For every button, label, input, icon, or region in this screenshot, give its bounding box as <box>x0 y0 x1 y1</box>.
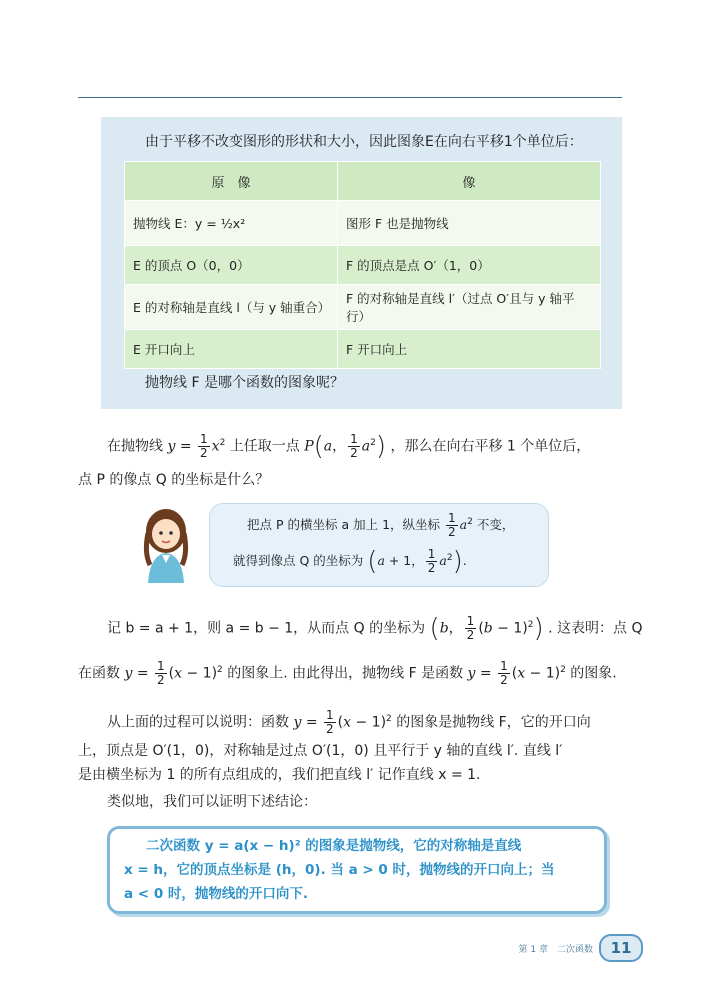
page-footer <box>519 934 643 962</box>
table-cell: E 的顶点 O（0，0） <box>125 246 338 285</box>
conclusion-line-2: x = h，它的顶点坐标是 (h，0). 当 a > 0 时，抛物线的开口向上；当 <box>124 862 555 878</box>
fraction: $\frac{1}{2}$ <box>448 511 456 539</box>
paragraph-3-line-3: 是由横坐标为 1 的所有点组成的，我们把直线 l′ 记作直线 x = 1. <box>78 767 481 783</box>
box-intro: 由于平移不改变图形的形状和大小，因此图象E在向右平移1个单位后： <box>145 134 583 150</box>
table-cell: F 的顶点是点 O′（1，0） <box>338 246 601 285</box>
conclusion-line-3: a < 0 时，抛物线的开口向下. <box>124 886 309 902</box>
chapter-label: 第 1 章 二次函数 <box>518 944 593 955</box>
page-number: 11 <box>599 934 643 962</box>
bubble-line-1: 把点 P 的横坐标 a 加上 1，纵坐标 $\frac{1}{2}$ $a^2$ 不变， <box>247 511 515 539</box>
conclusion-line-1: 二次函数 y = a(x − h)² 的图象是抛物线，它的对称轴是直线 <box>146 838 522 854</box>
box-question: 抛物线 F 是哪个函数的图象呢？ <box>145 375 344 391</box>
text: 上任取一点 <box>229 438 300 455</box>
text: 在函数 <box>78 665 120 682</box>
fraction: $\frac{1}{2}$ <box>157 659 165 688</box>
paragraph-2-line-1: 记 b = a + 1，则 a = b − 1，从而点 Q 的坐标为 (b， $\frac{1}{2}$ $(b - 1)^2$) . 这表明：点 Q <box>107 613 643 644</box>
table-cell: E 开口向上 <box>125 330 338 369</box>
paragraph-1-line-1: 在抛物线 y = $\frac{1}{2}$ $x^2$ 上任取一点 P(a， $\frac{1}{2}$ $a^2$) ，那么在向右平移 1 个单位后， <box>107 431 591 462</box>
table-cell: 抛物线 E：y = ½x² <box>125 201 338 246</box>
comparison-table <box>124 161 601 369</box>
bubble-line-2: 就得到像点 Q 的坐标为 (a + 1， $\frac{1}{2}$ $a^2$). <box>233 546 467 577</box>
table-header-original: 原 像 <box>125 162 338 201</box>
header-rule <box>78 97 622 98</box>
table-cell: F 的对称轴是直线 l′（过点 O′且与 y 轴平行） <box>338 285 601 330</box>
fraction: $\frac{1}{2}$ <box>466 614 475 643</box>
text: 在抛物线 <box>107 438 163 455</box>
paragraph-3-line-4: 类似地，我们可以证明下述结论： <box>107 794 317 810</box>
paragraph-3-line-1: 从上面的过程可以说明：函数 y = $\frac{1}{2}$ $(x - 1)^2$ 的图象是抛物线 F，它的开口向 <box>107 708 591 737</box>
text: . 这表明：点 Q <box>548 620 643 637</box>
paragraph-1-line-2: 点 P 的像点 Q 的坐标是什么？ <box>78 472 270 488</box>
table-row <box>125 330 601 369</box>
table-cell: 图形 F 也是抛物线 <box>338 201 601 246</box>
text: 的图象. <box>570 665 617 682</box>
fraction: $\frac{1}{2}$ <box>200 432 208 461</box>
table-header-image: 像 <box>338 162 601 201</box>
fraction: $\frac{1}{2}$ <box>326 708 334 737</box>
text: 不变， <box>476 517 515 532</box>
fraction: $\frac{1}{2}$ <box>350 432 358 461</box>
text: 的图象是抛物线 F，它的开口向 <box>396 714 591 731</box>
table-row <box>125 201 601 246</box>
table-row <box>125 285 601 330</box>
text: ，那么在向右平移 1 个单位后， <box>390 438 591 455</box>
text: 把点 P 的横坐标 a 加上 1，纵坐标 <box>247 517 441 532</box>
text: 的图象上. 由此得出，抛物线 F 是函数 <box>227 665 464 682</box>
text: 从上面的过程可以说明：函数 <box>107 714 289 731</box>
paragraph-3-line-2: 上，顶点是 O′(1，0)，对称轴是过点 O′(1，0) 且平行于 y 轴的直线 l′. 直线 l′ <box>78 743 563 759</box>
fraction: $\frac{1}{2}$ <box>427 547 436 575</box>
girl-illustration <box>128 503 208 583</box>
fraction: $\frac{1}{2}$ <box>500 659 508 688</box>
table-cell: E 的对称轴是直线 l（与 y 轴重合） <box>125 285 338 330</box>
text: 就得到像点 Q 的坐标为 <box>233 553 364 568</box>
table-cell: F 开口向上 <box>338 330 601 369</box>
table-row <box>125 246 601 285</box>
paragraph-2-line-2: 在函数 y = $\frac{1}{2}$ $(x - 1)^2$ 的图象上. 由此得出，抛物线 F 是函数 y = $\frac{1}{2}$ $(x - 1)^2$ 的图象. <box>78 659 617 688</box>
text: 记 b = a + 1，则 a = b − 1，从而点 Q 的坐标为 <box>107 620 426 637</box>
